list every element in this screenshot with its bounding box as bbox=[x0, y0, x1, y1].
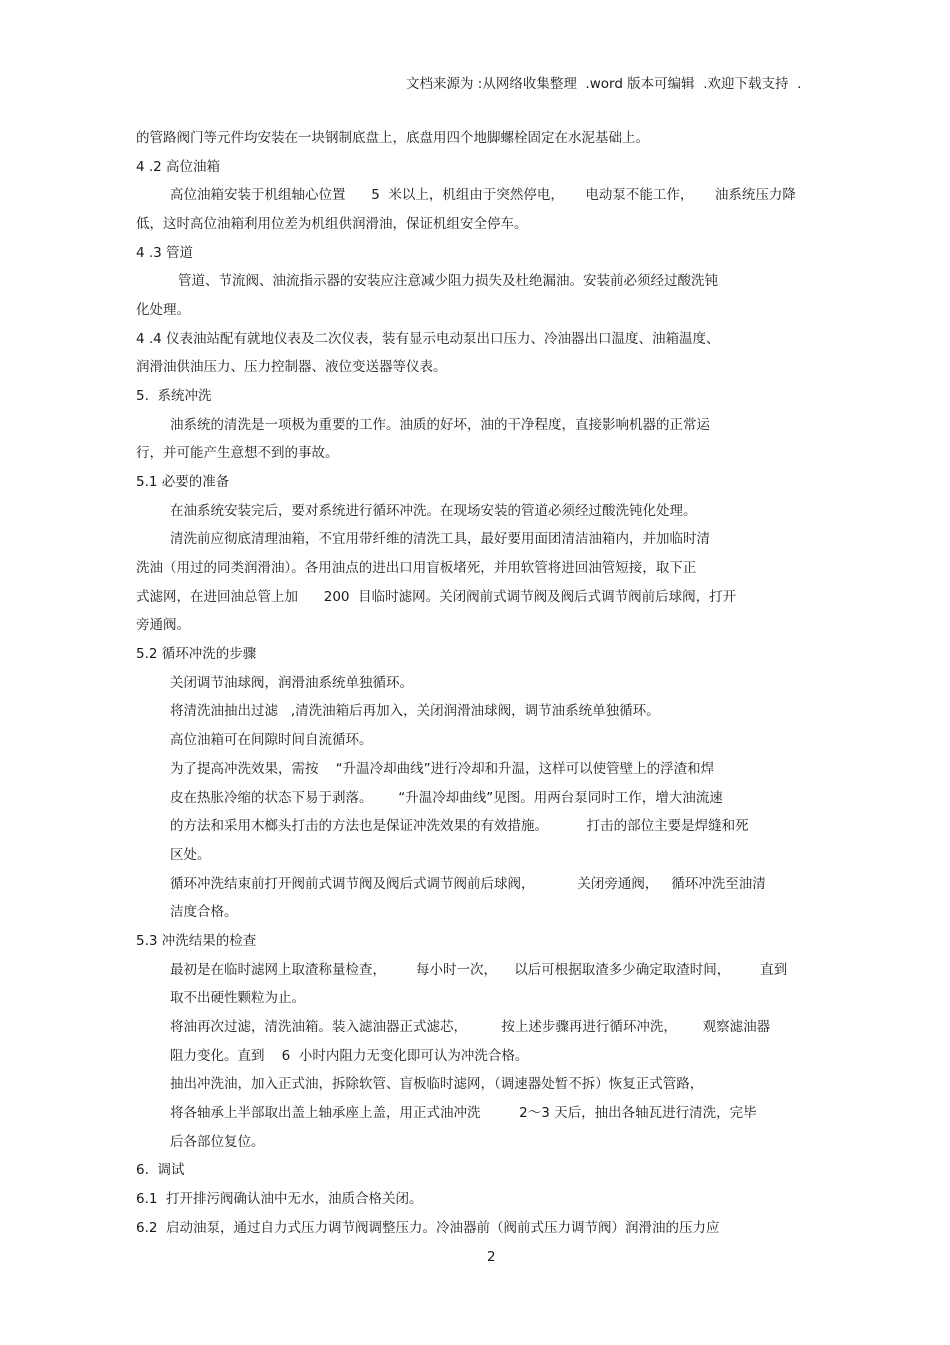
body-line: 取不出硬性颗粒为止。 bbox=[170, 990, 305, 1006]
body-line: 皮在热胀冷缩的状态下易于剥落。 “升温冷却曲线”见图。用两台泵同时工作，增大油流速 bbox=[170, 790, 723, 806]
body-line: 为了提高冲洗效果，需按 “升温冷却曲线”进行冷却和升温，这样可以使管壁上的浮渣和焊 bbox=[170, 761, 715, 777]
body-line: 最初是在临时滤网上取渣称量检查， 每小时一次， 以后可根据取渣多少确定取渣时间， 直到 bbox=[170, 962, 788, 978]
body-line: 4 .4 仪表油站配有就地仪表及二次仪表，装有显示电动泵出口压力、冷油器出口温度、油箱温度、 bbox=[136, 331, 720, 347]
body-line: 润滑油供油压力、压力控制器、液位变送器等仪表。 bbox=[136, 359, 447, 375]
body-line: 管道、节流阀、油流指示器的安装应注意减少阻力损失及杜绝漏油。安装前必须经过酸洗钝 bbox=[178, 273, 718, 289]
body-line: 6.2 启动油泵，通过自力式压力调节阀调整压力。冷油器前（阀前式压力调节阀）润滑油的压力应 bbox=[136, 1220, 720, 1236]
body-line: 式滤网，在进回油总管上加 200 目临时滤网。关闭阀前式调节阀及阀后式调节阀前后球阀，打开 bbox=[136, 589, 737, 605]
section-heading: 5. 系统冲洗 bbox=[136, 388, 212, 404]
body-line: 循环冲洗结束前打开阀前式调节阀及阀后式调节阀前后球阀， 关闭旁通阀， 循环冲洗至油清 bbox=[170, 876, 766, 892]
section-heading: 4 .3 管道 bbox=[136, 245, 194, 261]
body-line: 洁度合格。 bbox=[170, 904, 238, 920]
section-heading: 5.3 冲洗结果的检查 bbox=[136, 933, 257, 949]
section-heading: 5.2 循环冲洗的步骤 bbox=[136, 646, 257, 662]
body-line: 高位油箱可在间隙时间自流循环。 bbox=[170, 732, 373, 748]
section-heading: 6. 调试 bbox=[136, 1162, 185, 1178]
body-line: 区处。 bbox=[170, 847, 211, 863]
section-heading: 4 .2 高位油箱 bbox=[136, 159, 221, 175]
body-line: 关闭调节油球阀，润滑油系统单独循环。 bbox=[170, 675, 413, 691]
body-line: 将各轴承上半部取出盖上轴承座上盖，用正式油冲洗 2～3 天后，抽出各轴瓦进行清洗，完毕 bbox=[170, 1105, 757, 1121]
body-line: 清洗前应彻底清理油箱，不宜用带纤维的清洗工具，最好要用面团清洁油箱内，并加临时清 bbox=[170, 531, 710, 547]
section-heading: 5.1 必要的准备 bbox=[136, 474, 230, 490]
body-line: 旁通阀。 bbox=[136, 617, 190, 633]
body-line: 洗油（用过的同类润滑油）。各用油点的进出口用盲板堵死，并用软管将进回油管短接，取下正 bbox=[136, 560, 697, 576]
body-line: 将清洗油抽出过滤 ,清洗油箱后再加入，关闭润滑油球阀，调节油系统单独循环。 bbox=[170, 703, 660, 719]
body-line: 化处理。 bbox=[136, 302, 190, 318]
body-line: 6.1 打开排污阀确认油中无水，油质合格关闭。 bbox=[136, 1191, 423, 1207]
page-number: 2 bbox=[487, 1249, 496, 1265]
body-line: 高位油箱安装于机组轴心位置 5 米以上，机组由于突然停电， 电动泵不能工作， 油系统压力降 bbox=[170, 187, 796, 203]
body-line: 的管路阀门等元件均安装在一块钢制底盘上，底盘用四个地脚螺栓固定在水泥基础上。 bbox=[136, 130, 649, 146]
body-line: 的方法和采用木榔头打击的方法也是保证冲洗效果的有效措施。 打击的部位主要是焊缝和死 bbox=[170, 818, 749, 834]
body-line: 行，并可能产生意想不到的事故。 bbox=[136, 445, 339, 461]
page-header: 文档来源为 :从网络收集整理 .word 版本可编辑 .欢迎下载支持 . bbox=[406, 76, 802, 92]
body-line: 在油系统安装完后，要对系统进行循环冲洗。在现场安装的管道必须经过酸洗钝化处理。 bbox=[170, 503, 697, 519]
body-line: 低，这时高位油箱利用位差为机组供润滑油，保证机组安全停车。 bbox=[136, 216, 528, 232]
body-line: 后各部位复位。 bbox=[170, 1134, 265, 1150]
body-line: 油系统的清洗是一项极为重要的工作。油质的好坏，油的干净程度，直接影响机器的正常运 bbox=[170, 417, 710, 433]
body-line: 阻力变化。直到 6 小时内阻力无变化即可认为冲洗合格。 bbox=[170, 1048, 529, 1064]
body-line: 将油再次过滤，清洗油箱。装入滤油器正式滤芯， 按上述步骤再进行循环冲洗， 观察滤油器 bbox=[170, 1019, 771, 1035]
body-line: 抽出冲洗油，加入正式油，拆除软管、盲板临时滤网，（调速器处暂不拆）恢复正式管路， bbox=[170, 1076, 704, 1092]
